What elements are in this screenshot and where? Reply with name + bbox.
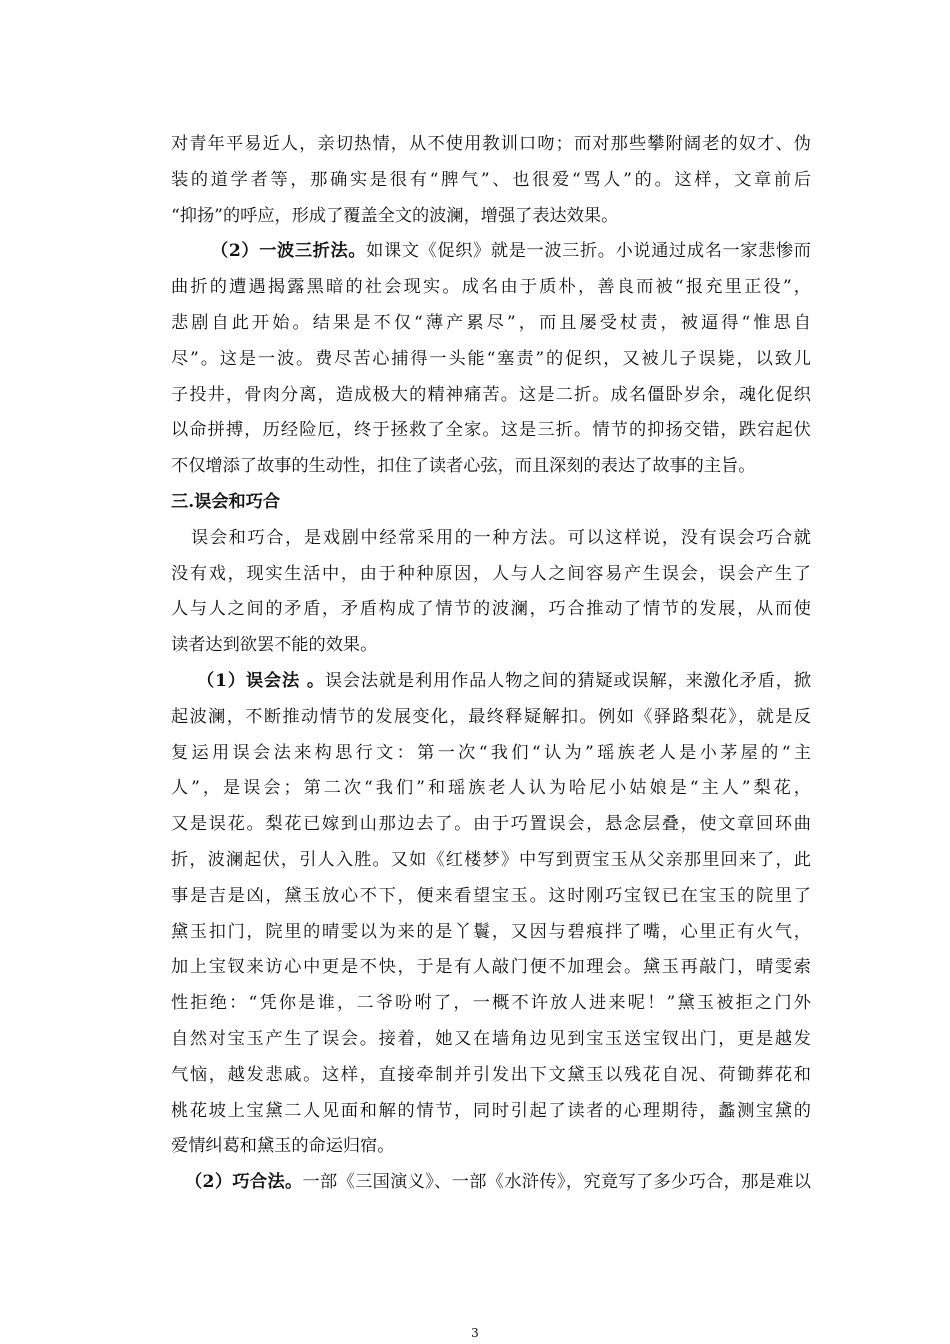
paragraph-text: 误会法就是利用作品人物之间的猜疑或误解，来激化矛盾，掀	[324, 670, 811, 691]
paragraph-text: 一部《三国演义》、一部《水浒传》，究竟写了多少巧合，那是难以	[302, 1172, 811, 1193]
paragraph-line: 误会和巧合，是戏剧中经常采用的一种方法。可以这样说，没有误会巧合就	[191, 527, 811, 548]
paragraph-line: 又是误花。梨花已嫁到山那边去了。由于巧置误会，悬念层叠，使文章回环曲	[171, 814, 811, 835]
paragraph-line: 起波澜，不断推动情节的发展变化，最终释疑解扣。例如《驿路梨花》，就是反	[171, 706, 811, 727]
paragraph-line: “抑扬”的呼应，形成了覆盖全文的波澜，增强了表达效果。	[171, 205, 619, 226]
paragraph-line: 人与人之间的矛盾，矛盾构成了情节的波澜，巧合推动了情节的发展，从而使	[171, 599, 811, 620]
page-number: 3	[471, 1326, 479, 1340]
paragraph-line: 悲剧自此开始。结果是不仅“薄产累尽”，而且屡受杖责，被逼得“惟思自	[171, 312, 811, 333]
subheading-coincidence-method: （2）巧合法。	[185, 1172, 303, 1193]
paragraph-line	[171, 664, 811, 700]
paragraph-line: 读者达到欲罢不能的效果。	[171, 635, 378, 656]
paragraph-line: 事是吉是凶，黛玉放心不下，便来看望宝玉。这时刚巧宝钗已在宝玉的院里了	[171, 885, 811, 906]
paragraph-line: 加上宝钗来访心中更是不快，于是有人敲门便不加理会。黛玉再敲门，晴雯索	[171, 957, 811, 978]
paragraph-line: 尽”。这是一波。费尽苦心捕得一头能“塞责”的促织，又被儿子误毙，以致儿	[171, 348, 811, 369]
paragraph-line: 子投井，骨肉分离，造成极大的精神痛苦。这是二折。成名僵卧岁余，魂化促织	[171, 384, 811, 405]
page-body	[171, 127, 811, 1201]
paragraph-line: 自然对宝玉产生了误会。接着，她又在墙角边见到宝玉送宝钗出门，更是越发	[171, 1028, 811, 1049]
paragraph-line: 爱情纠葛和黛玉的命运归宿。	[171, 1136, 395, 1157]
paragraph-line: 黛玉扣门，院里的晴雯以为来的是丫鬟，又因与碧痕拌了嘴，心里正有火气，	[171, 921, 811, 942]
paragraph-line: 没有戏，现实生活中，由于种种原因，人与人之间容易产生误会，误会产生了	[171, 563, 811, 584]
paragraph-line: 曲折的遭遇揭露黑暗的社会现实。成名由于质朴，善良而被“报充里正役”，	[171, 277, 811, 298]
section-heading-misunderstanding-coincidence: 三.误会和巧合	[171, 491, 281, 512]
paragraph-line: 不仅增添了故事的生动性，扣住了读者心弦，而且深刻的表达了故事的主旨。	[171, 456, 756, 477]
paragraph-line: 性拒绝：“凭你是谁，二爷吩咐了，一概不许放人进来呢！”黛玉被拒之门外	[171, 993, 811, 1014]
paragraph-line: 桃花坡上宝黛二人见面和解的情节，同时引起了读者的心理期待，蠡测宝黛的	[171, 1100, 811, 1121]
paragraph-line: 对青年平易近人，亲切热情，从不使用教训口吻；而对那些攀附阔老的奴才、伪	[171, 134, 811, 154]
paragraph-line: 气恼，越发悲戚。这样，直接牵制并引发出下文黛玉以残花自况、荷锄葬花和	[171, 1064, 811, 1085]
paragraph-line: 复运用误会法来构思行文：第一次“我们“认为”瑶族老人是小茅屋的“主	[171, 742, 811, 763]
subheading-one-wave-three-turns: （2）一波三折法。	[211, 241, 367, 262]
paragraph-line: 折，波澜起伏，引人入胜。又如《红楼梦》中写到贾宝玉从父亲那里回来了，此	[171, 849, 811, 870]
paragraph-line	[171, 234, 811, 270]
paragraph-text: 如课文《促织》就是一波三折。小说通过成名一家悲惨而	[366, 241, 811, 262]
paragraph-line	[171, 1165, 811, 1201]
paragraph-line: 人”，是误会；第二次“我们”和瑶族老人认为哈尼小姑娘是“主人”梨花，	[171, 778, 811, 799]
paragraph-line: 以命拼搏，历经险厄，终于拯救了全家。这是三折。情节的抑扬交错，跌宕起伏	[171, 420, 811, 441]
subheading-misunderstanding-method: （1）误会法 。	[197, 670, 325, 691]
paragraph-line: 装的道学者等，那确实是很有“脾气”、也很爱“骂人”的。这样，文章前后	[171, 169, 811, 190]
